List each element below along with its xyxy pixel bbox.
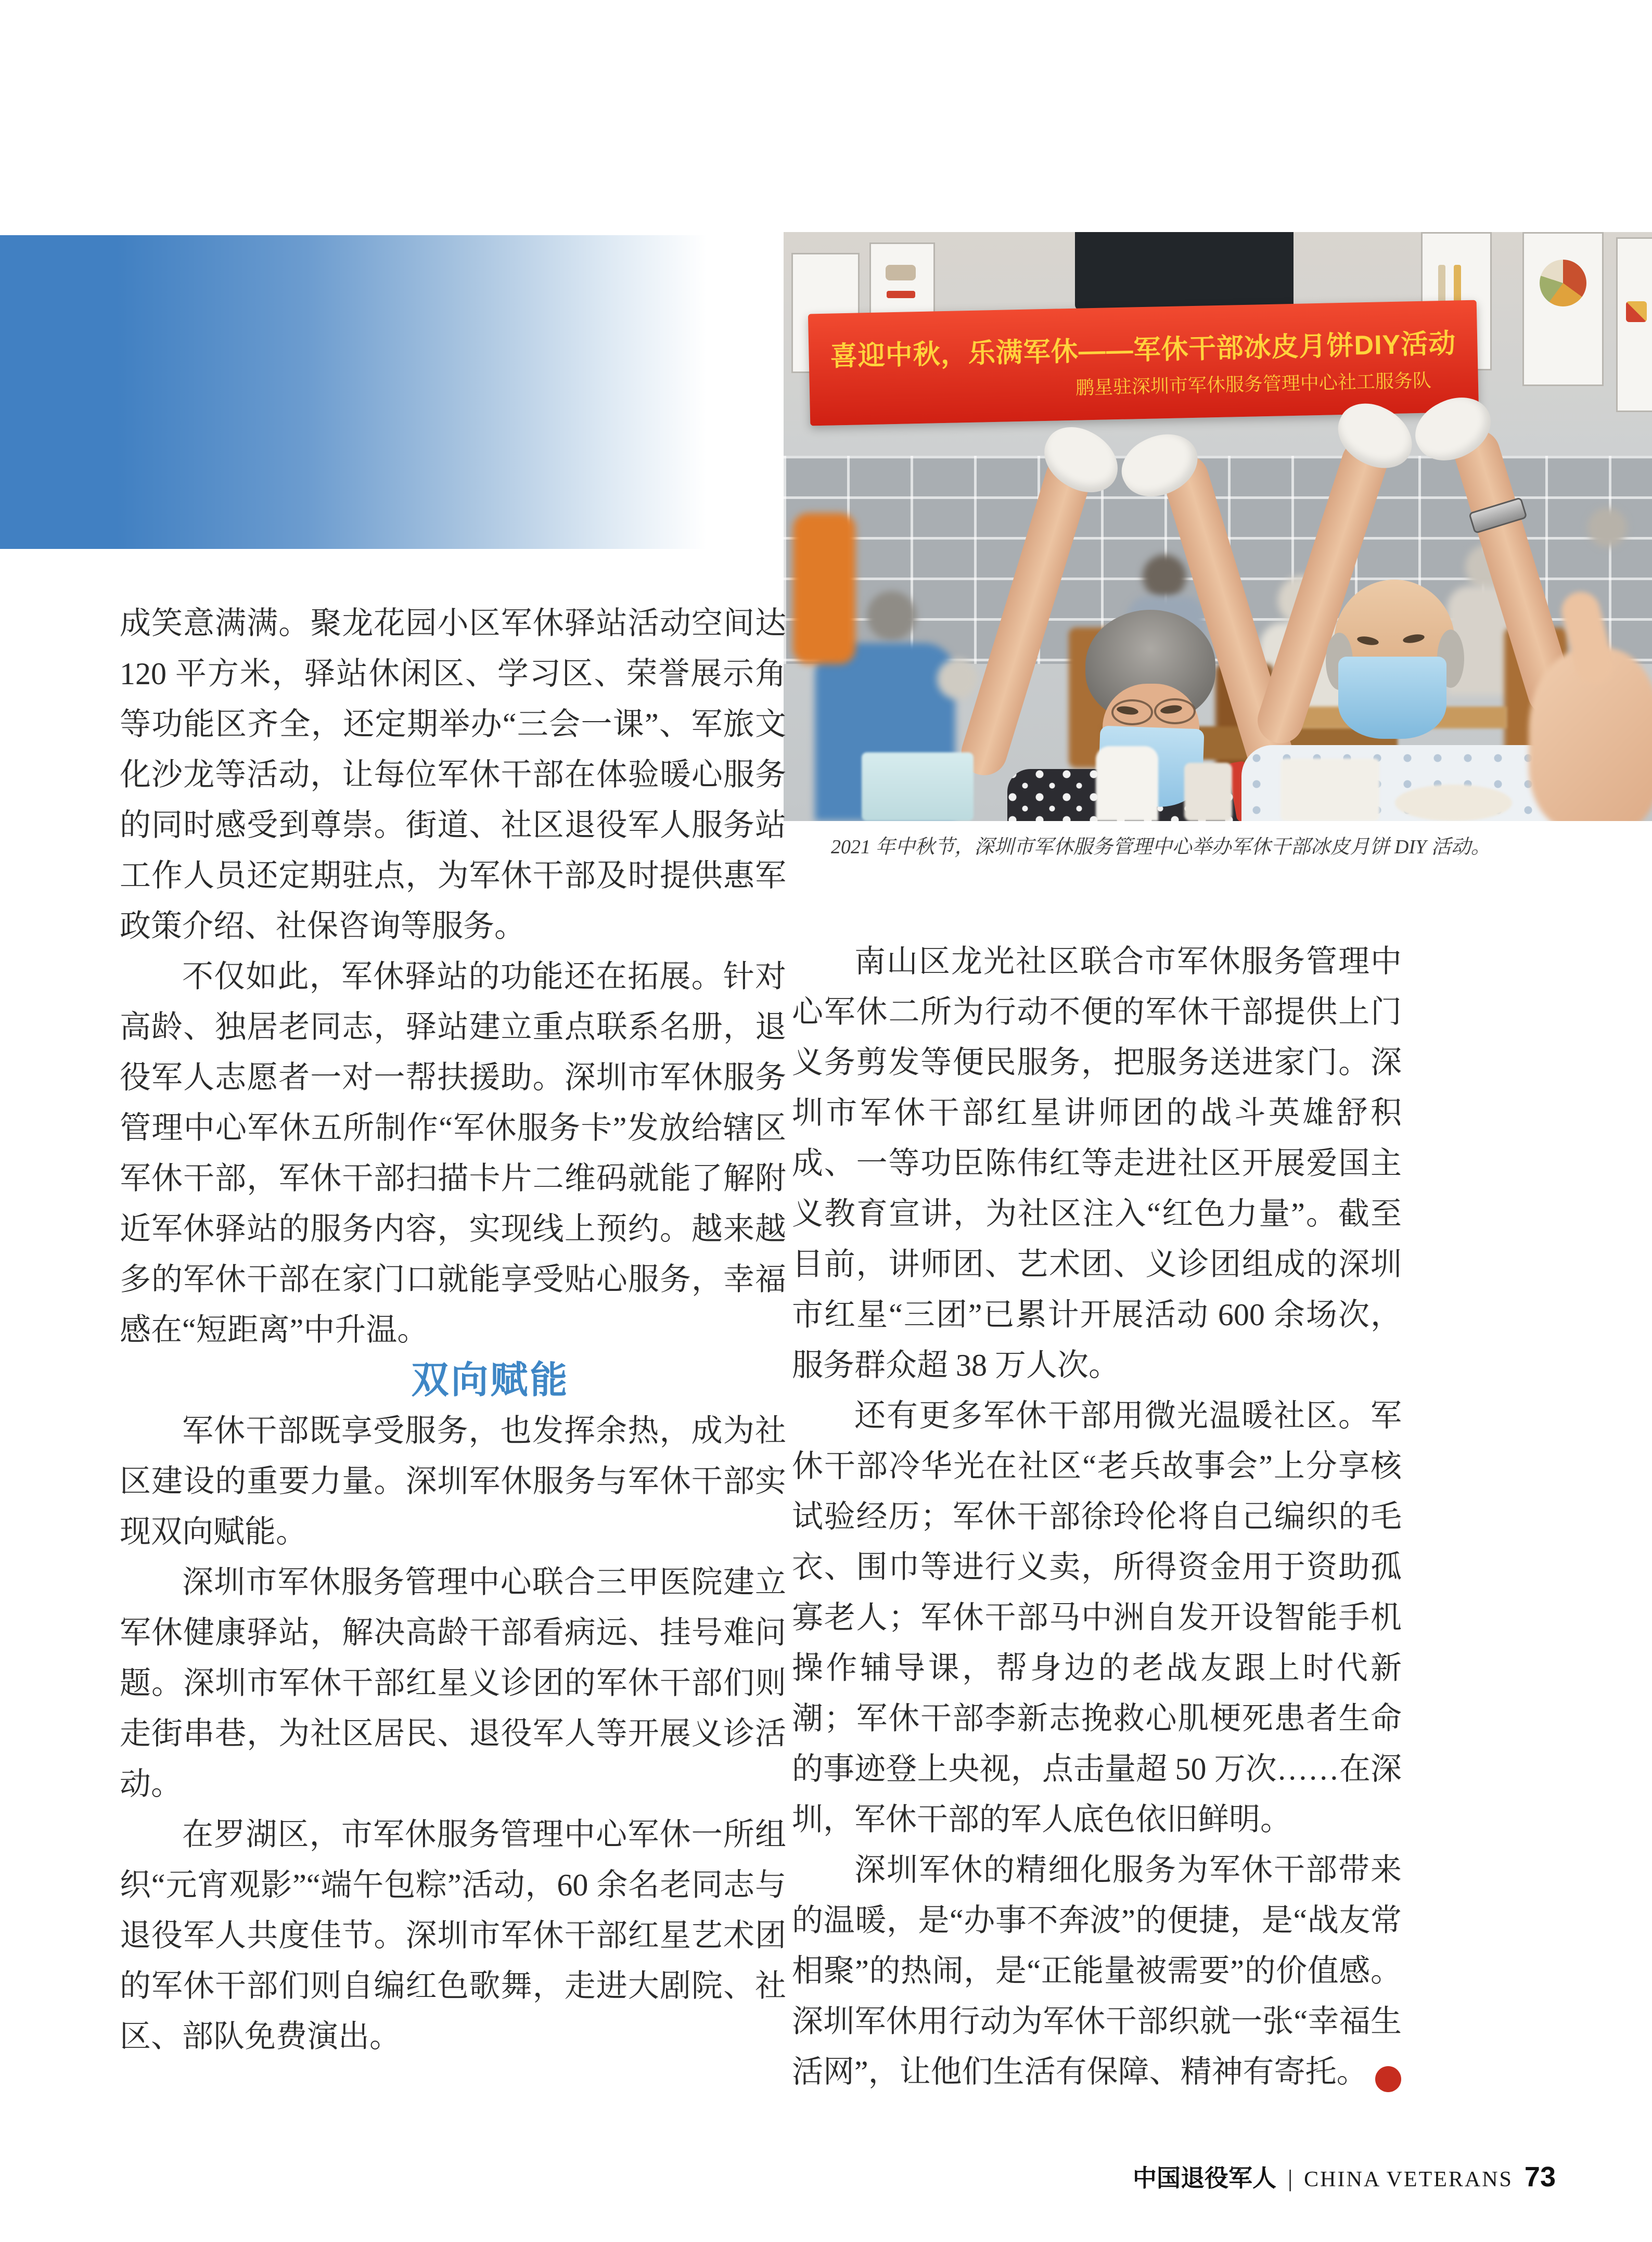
photo-background-person xyxy=(1587,508,1627,547)
decorative-gradient-bar xyxy=(0,235,728,549)
photo-background-person xyxy=(937,659,978,699)
paragraph: 不仅如此，军休驿站的功能还在拓展。针对高龄、独居老同志，驿站建立重点联系名册，退役军人志愿者一对一帮扶援助。深圳市军休服务管理中心军休五所制作“军休服务卡”发放给辖区军休干部，军休干部扫描卡片二维码就能了解附近军休驿站的服务内容，实现线上预约。越来越多的军休干部在家门口就能享受贴心服务，幸福感在“短距离”中升温。 xyxy=(120,959,786,1347)
photo-table-box xyxy=(862,752,974,821)
paragraph: 在罗湖区，市军休服务管理中心军休一所组织“元宵观影”“端午包粽”活动，60 余名老同志与退役军人共度佳节。深圳市军休干部红星艺术团的军休干部们则自编红色歌舞，走进大剧院、社区、部队免费演出。 xyxy=(120,1817,786,2054)
article-right-column xyxy=(792,937,1452,2097)
paragraph: 还有更多军休干部用微光温暖社区。军休干部冷华光在社区“老兵故事会”上分享核试验经历；军休干部徐玲伦将自己编织的毛衣、围巾等进行义卖，所得资金用于资助孤寡老人；军休干部马中洲自发开设智能手机操作辅导课，帮身边的老战友跟上时代新潮；军休干部李新志挽救心肌梗死患者生命的事迹登上央视，点击量超 50 万次……在深圳，军休干部的军人底色依旧鲜明。 xyxy=(792,1399,1402,1837)
photo-woman-glasses xyxy=(1111,699,1153,725)
paragraph: 成笑意满满。聚龙花园小区军休驿站活动空间达 120 平方米，驿站休闲区、学习区、荣誉展示角等功能区齐全，还定期举办“三会一课”、军旅文化沙龙等活动，让每位军休干部在体验暖心服务的同时感受到尊崇。街道、社区退役军人服务站工作人员还定期驻点，为军休干部及时提供惠军政策介绍、社保咨询等服务。 xyxy=(120,606,786,943)
paragraph: 南山区龙光社区联合市军休服务管理中心军休二所为行动不便的军休干部提供上门义务剪发等便民服务，把服务送进家门。深圳市军休干部红星讲师团的战斗英雄舒积成、一等功臣陈伟红等走进社区开展爱国主义教育宣讲，为社区注入“红色力量”。截至目前，讲师团、艺术团、义诊团组成的深圳市红星“三团”已累计开展活动 600 余场次，服务群众超 38 万人次。 xyxy=(792,944,1402,1382)
article-end-mark-icon: V xyxy=(1375,2066,1401,2092)
section-heading: 双向赋能 xyxy=(411,1360,570,1401)
paragraph: 深圳市军休服务管理中心联合三甲医院建立军休健康驿站，解决高龄干部看病远、挂号难问题。深圳市军休干部红星义诊团的军休干部们则走街串巷，为社区居民、退役军人等开展义诊活动。 xyxy=(120,1565,786,1801)
photo-table-dispenser xyxy=(1096,746,1158,821)
photo-background-person xyxy=(1143,555,1186,598)
photo-poster xyxy=(1616,237,1652,412)
photo-man-watch xyxy=(1468,497,1528,534)
page-footer xyxy=(1041,2159,1556,2194)
photo-man-face-mask xyxy=(1338,657,1446,739)
footer-divider: | xyxy=(1287,2165,1293,2192)
photo-background-person xyxy=(793,513,855,664)
photo-mooncake-diy-event xyxy=(784,232,1652,821)
photo-woman-glasses xyxy=(1154,698,1196,724)
photo-table-box xyxy=(1280,759,1379,821)
paragraph xyxy=(792,1845,1452,2097)
banner-title: 喜迎中秋，乐满军休——军休干部冰皮月饼DIY活动 xyxy=(830,328,1456,372)
photo-caption: 2021 年中秋节，深圳市军休服务管理中心举办军休干部冰皮月饼 DIY 活动。 xyxy=(831,836,1491,858)
magazine-name-chinese: 中国退役军人 xyxy=(1132,2164,1276,2192)
paragraph: 军休干部既享受服务，也发挥余热，成为社区建设的重要力量。深圳军休服务与军休干部实现双向赋能。 xyxy=(120,1414,786,1549)
article-left-column xyxy=(120,598,786,2062)
banner-subtitle: 鹏星驻深圳市军休服务管理中心社工服务队 xyxy=(1075,369,1432,399)
photo-background-person xyxy=(867,591,916,640)
photo-table-plate xyxy=(1395,785,1512,821)
photo-table-jar xyxy=(1184,763,1232,821)
photo-tv-screen xyxy=(1075,232,1294,310)
paragraph-text: 深圳军休的精细化服务为军休干部带来的温暖，是“办事不奔波”的便捷，是“战友常相聚”的热闹，是“正能量被需要”的价值感。深圳军休用行动为军休干部织就一张“幸福生活网”，让他们生活有保障、精神有寄托。 xyxy=(792,1853,1402,2089)
photo-poster xyxy=(1522,232,1604,386)
page-number: 73 xyxy=(1524,2161,1556,2193)
magazine-name-english: CHINA VETERANS xyxy=(1304,2168,1513,2192)
